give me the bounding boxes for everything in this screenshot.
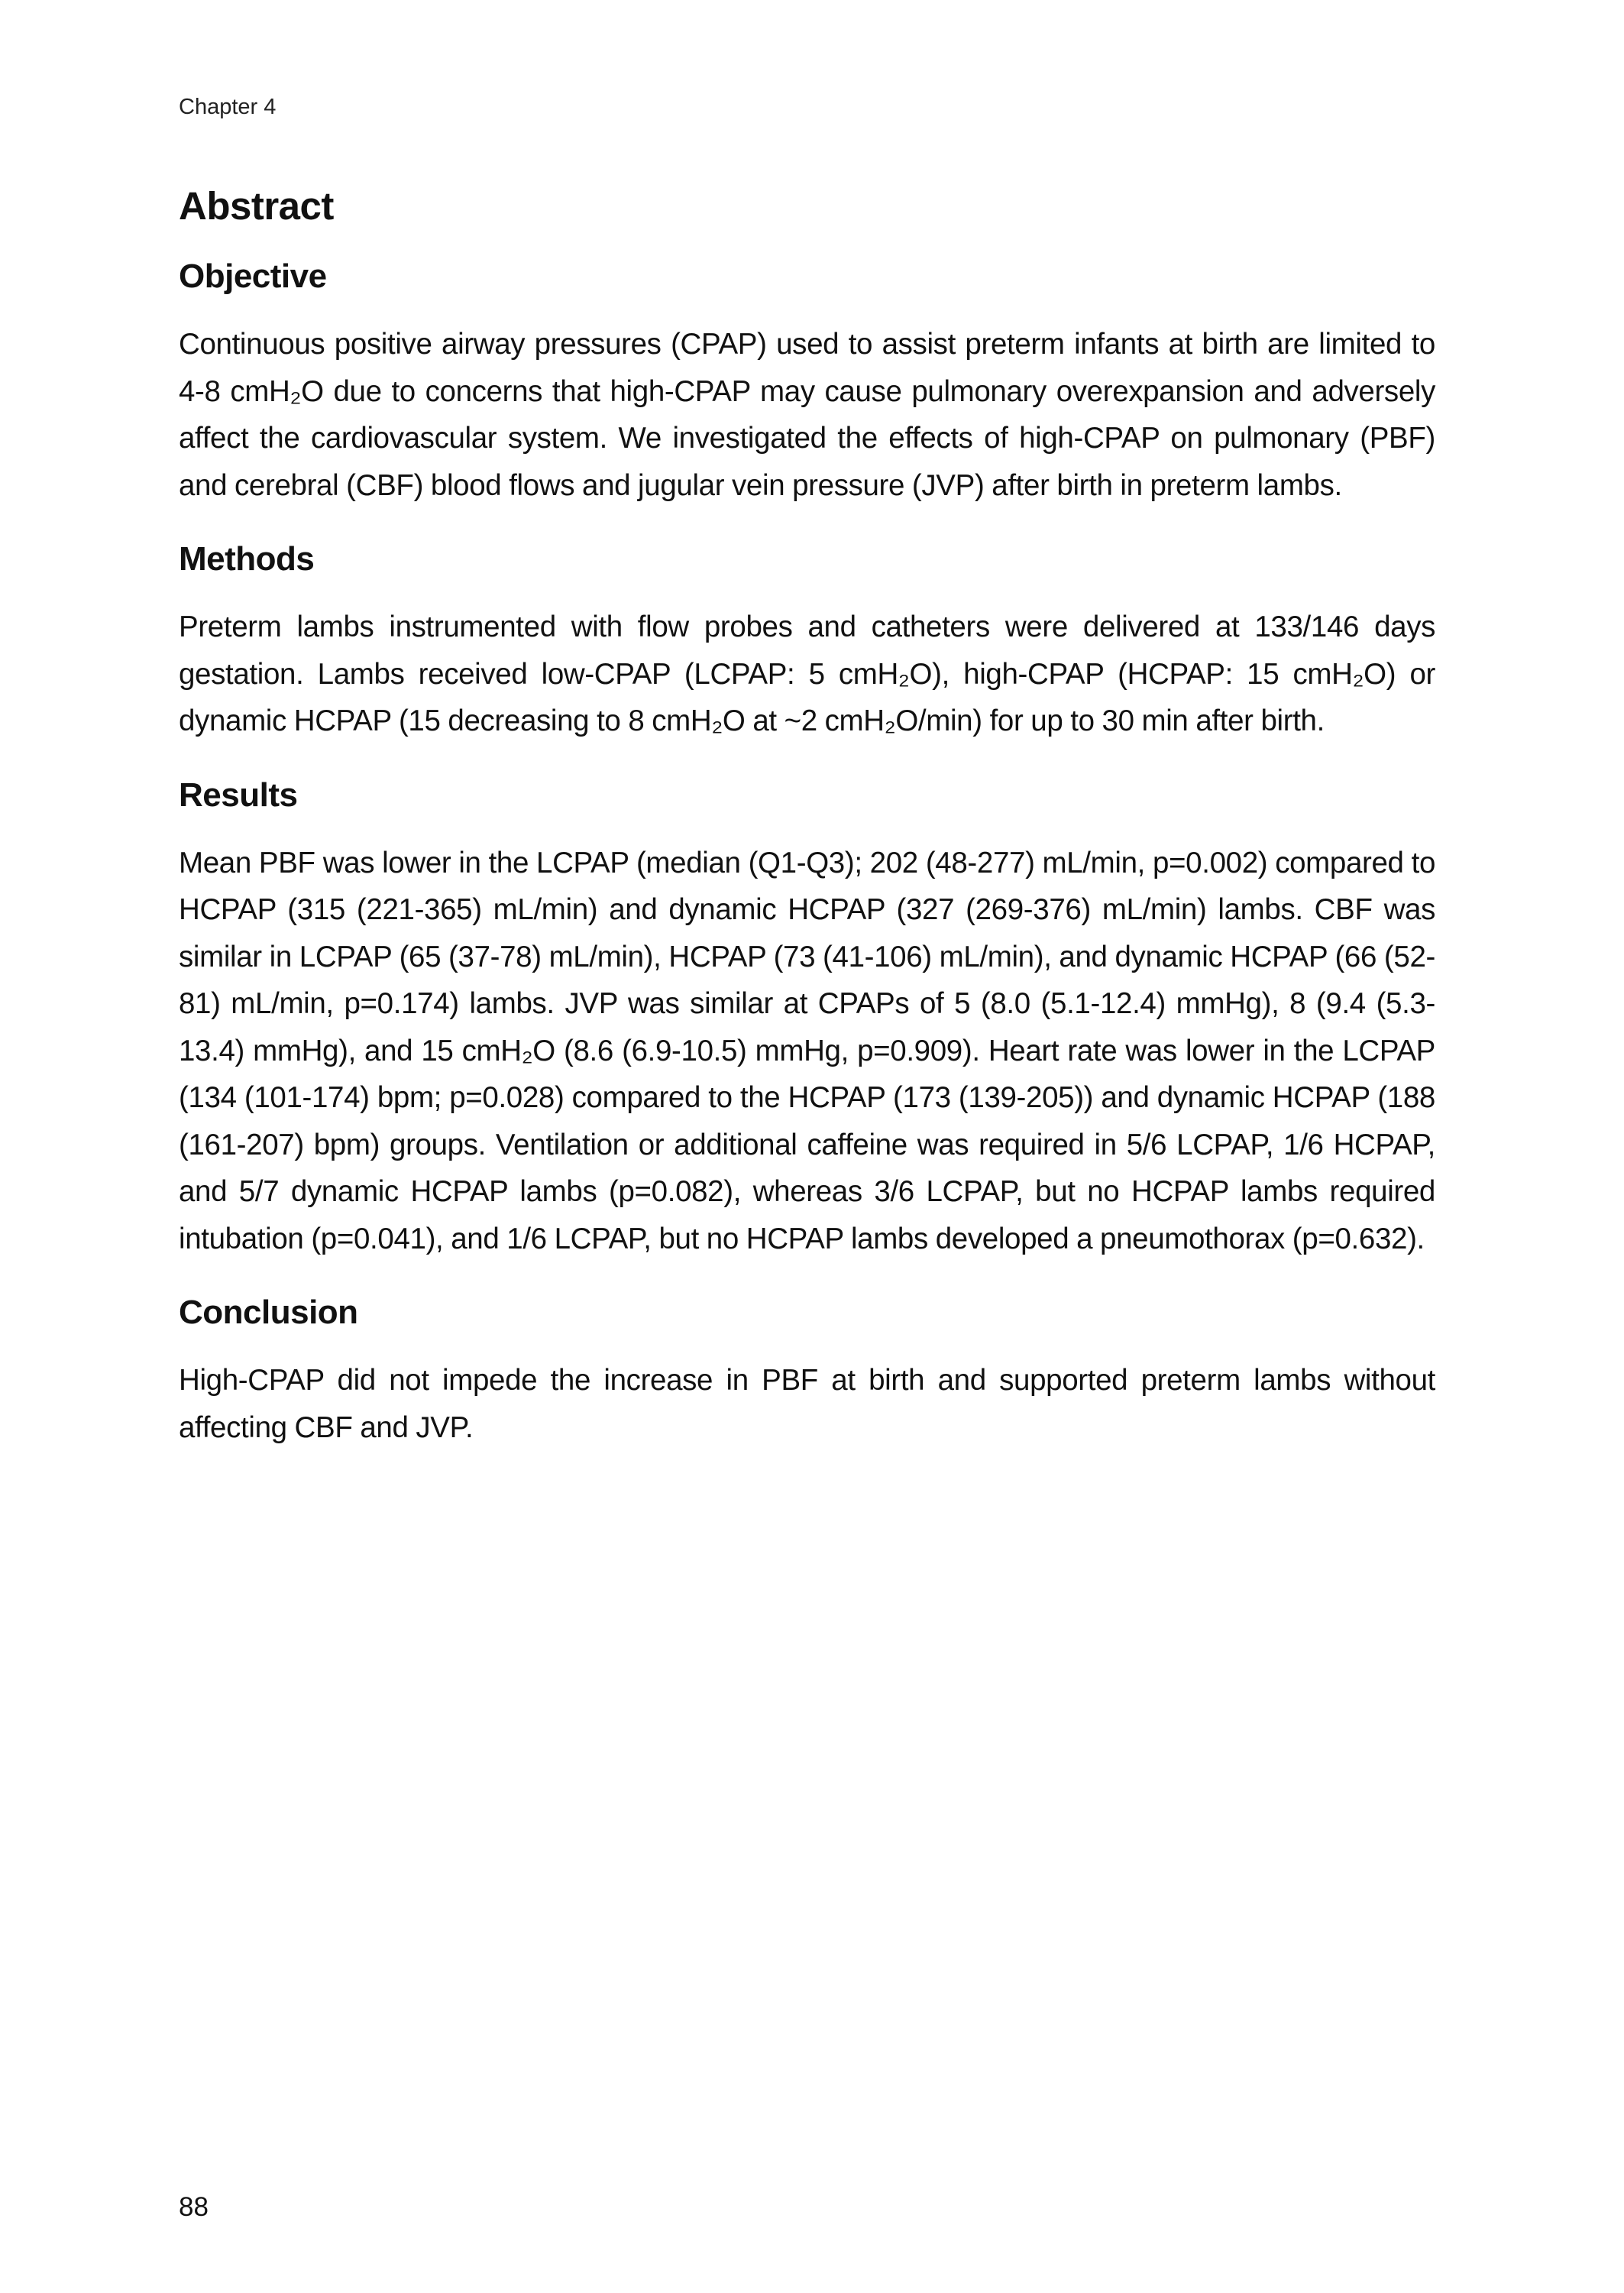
- results-text: Mean PBF was lower in the LCPAP (median (Q1-Q3); 202 (48-277) mL/min, p=0.002) compared to HCPAP (315 (221-365) mL/min) and dynamic HCPAP (327 (269-376) mL/min) lambs. CBF was similar in LCPAP (65 (37-78) mL/min), HCPAP (73 (41-106) mL/min), and dynamic HCPAP (66 (52-81) mL/min, p=0.174) lambs. JVP was similar at CPAPs of 5 (8.0 (5.1-12.4) mmHg), 8 (9.4 (5.3-13.4) mmHg), and 15 cmH₂O (8.6 (6.9-10.5) mmHg, p=0.909). Heart rate was lower in the LCPAP (134 (101-174) bpm; p=0.028) compared to the HCPAP (173 (139-205)) and dynamic HCPAP (188 (161-207) bpm) groups. Ventilation or additional caffeine was required in 5/6 LCPAP, 1/6 HCPAP, and 5/7 dynamic HCPAP lambs (p=0.082), whereas 3/6 LCPAP, but no HCPAP lambs required intubation (p=0.041), and 1/6 LCPAP, but no HCPAP lambs developed a pneumothorax (p=0.632).: [179, 846, 1435, 1255]
- page-number: 88: [179, 2192, 209, 2222]
- results-section: [179, 774, 1435, 1263]
- methods-heading: Methods: [179, 540, 315, 578]
- methods-text: Preterm lambs instrumented with flow probes and catheters were delivered at 133/146 days gestation. Lambs received low-CPAP (LCPAP: 5 cmH₂O), high-CPAP (HCPAP: 15 cmH₂O) or dynamic HCPAP (15 decreasing to 8 cmH₂O at ~2 cmH₂O/min) for up to 30 min after birth.: [179, 610, 1435, 737]
- methods-section: [179, 538, 1435, 745]
- objective-text: Continuous positive airway pressures (CPAP) used to assist preterm infants at birth are limited to 4-8 cmH₂O due to concerns that high-CPAP may cause pulmonary overexpansion and adversely affect the cardiovascular system. We investigated the effects of high-CPAP on pulmonary (PBF) and cerebral (CBF) blood flows and jugular vein pressure (JVP) after birth in preterm lambs.: [179, 328, 1435, 502]
- abstract-content: [179, 182, 1435, 1480]
- conclusion-text: High-CPAP did not impede the increase in PBF at birth and supported preterm lambs without affecting CBF and JVP.: [179, 1364, 1435, 1444]
- abstract-title: Abstract: [179, 184, 334, 228]
- running-head: Chapter 4: [179, 95, 277, 119]
- results-heading: Results: [179, 776, 298, 814]
- objective-section: [179, 255, 1435, 509]
- objective-heading: Objective: [179, 257, 327, 295]
- conclusion-section: [179, 1291, 1435, 1451]
- conclusion-heading: Conclusion: [179, 1294, 358, 1331]
